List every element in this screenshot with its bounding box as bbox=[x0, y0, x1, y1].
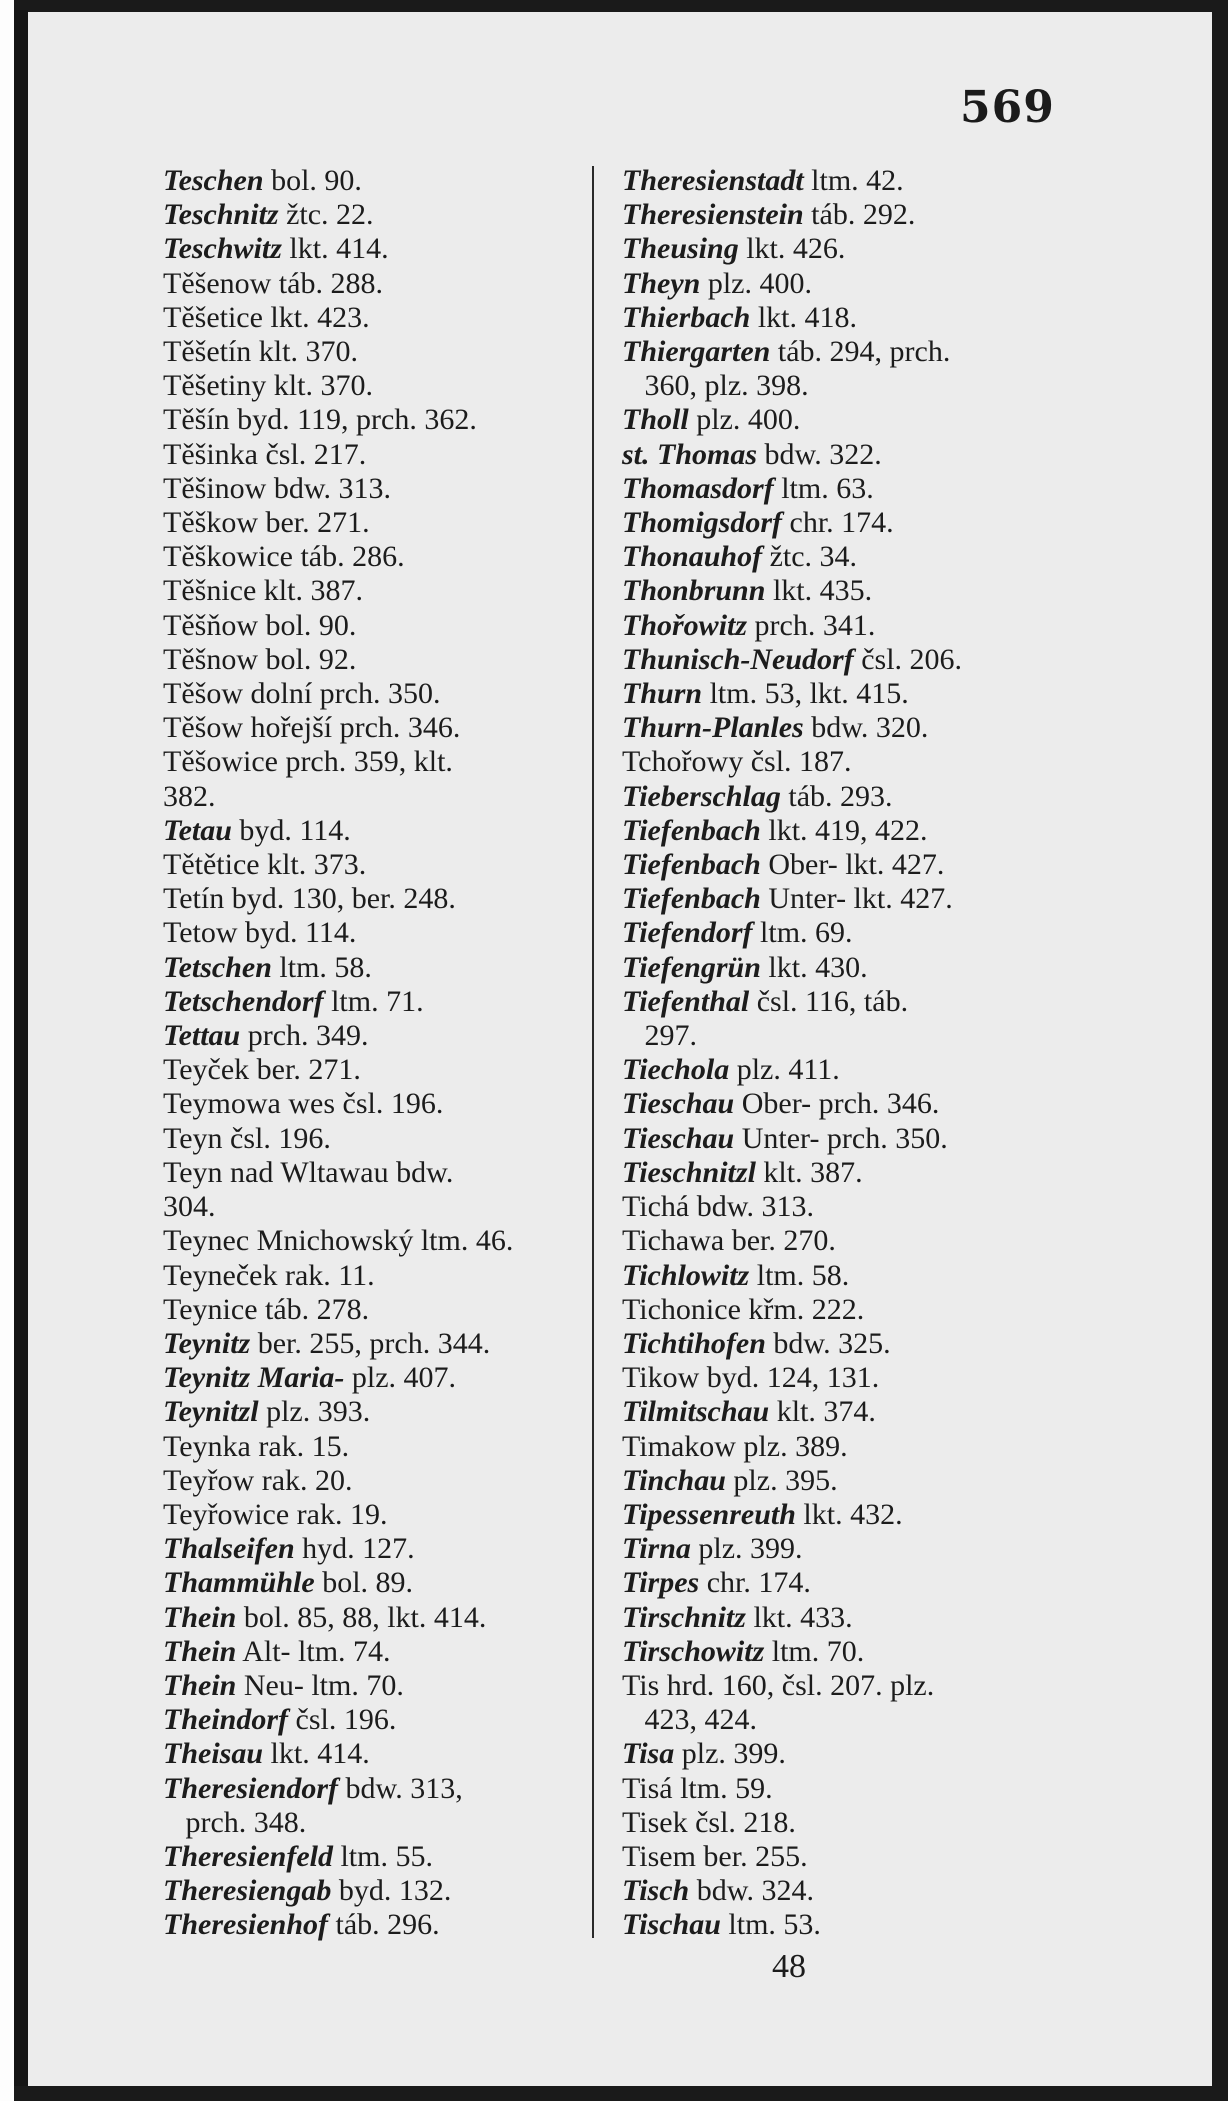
entry-headword: Thein bbox=[163, 1668, 237, 1702]
index-entry bbox=[163, 301, 593, 335]
entry-headword: Theresiengab bbox=[163, 1874, 332, 1908]
entry-reference: Tisek čsl. 218. bbox=[622, 1805, 796, 1839]
entry-reference: plz. 400. bbox=[700, 266, 812, 300]
index-entry bbox=[163, 1840, 593, 1874]
index-entry bbox=[163, 164, 593, 198]
entry-reference: Těšowice prch. 359, klt. 382. bbox=[163, 745, 453, 813]
index-entry bbox=[163, 574, 593, 608]
index-entry bbox=[622, 780, 1062, 814]
entry-reference: ltm. 55. bbox=[332, 1839, 433, 1873]
entry-headword: Thammühle bbox=[163, 1566, 315, 1600]
index-entry bbox=[622, 1532, 1062, 1566]
entry-reference: bol. 90. bbox=[263, 164, 362, 197]
entry-headword: Thiergarten bbox=[622, 335, 771, 369]
index-entry bbox=[163, 1156, 593, 1224]
entry-reference: Teynka rak. 15. bbox=[163, 1429, 350, 1463]
entry-headword: Teschen bbox=[163, 164, 264, 197]
index-entry bbox=[163, 472, 593, 506]
index-entry bbox=[622, 814, 1062, 848]
index-entry bbox=[622, 1087, 1062, 1121]
entry-reference: Těškowice táb. 286. bbox=[163, 540, 405, 574]
entry-headword: Tieberschlag bbox=[622, 779, 781, 813]
entry-headword: Tetau bbox=[163, 813, 232, 847]
entry-reference: Unter- prch. 350. bbox=[734, 1121, 948, 1155]
index-entry bbox=[163, 1498, 593, 1532]
entry-headword: Tieschau bbox=[622, 1121, 735, 1155]
entry-reference: lkt. 435. bbox=[765, 574, 873, 608]
entry-reference: ber. 255, prch. 344. bbox=[250, 1326, 491, 1360]
entry-reference: Tisá ltm. 59. bbox=[622, 1771, 773, 1805]
index-entry bbox=[163, 1053, 593, 1087]
entry-reference: Těšňow bol. 90. bbox=[163, 608, 357, 642]
entry-reference: plz. 407. bbox=[344, 1361, 457, 1395]
entry-reference: Teyneček rak. 11. bbox=[163, 1258, 375, 1292]
index-entry bbox=[163, 1464, 593, 1498]
index-entry bbox=[622, 1874, 1062, 1908]
entry-reference: bdw. 313, prch. 348. bbox=[185, 1771, 463, 1839]
entry-reference: prch. 349. bbox=[240, 1019, 369, 1053]
entry-headword: Thein bbox=[163, 1600, 237, 1634]
index-entry bbox=[163, 1566, 593, 1600]
entry-reference: lkt. 432. bbox=[795, 1497, 903, 1531]
index-entry bbox=[622, 506, 1062, 540]
entry-reference: plz. 399. bbox=[690, 1532, 803, 1566]
entry-reference: Tichonice křm. 222. bbox=[622, 1292, 865, 1326]
entry-reference: Těšenow táb. 288. bbox=[163, 266, 383, 300]
index-entry bbox=[163, 1361, 593, 1395]
index-entry bbox=[622, 1293, 1062, 1327]
entry-reference: bdw. 324. bbox=[689, 1874, 814, 1908]
entry-headword: Thurn bbox=[622, 677, 703, 711]
index-entry bbox=[622, 1806, 1062, 1840]
index-entry bbox=[622, 951, 1062, 985]
entry-reference: lkt. 430. bbox=[760, 950, 868, 984]
entry-headword: Thurn-Planles bbox=[622, 711, 804, 745]
entry-reference: plz. 399. bbox=[674, 1737, 786, 1771]
entry-headword: Tieschau bbox=[622, 1087, 735, 1121]
index-entry bbox=[163, 232, 593, 266]
entry-reference: klt. 387. bbox=[755, 1155, 863, 1189]
printer-signature-mark: 48 bbox=[772, 1948, 806, 1985]
index-entry bbox=[163, 1122, 593, 1156]
index-entry bbox=[163, 1327, 593, 1361]
entry-reference: lkt. 433. bbox=[745, 1600, 853, 1634]
entry-headword: Thonbrunn bbox=[622, 574, 766, 608]
entry-reference: Tetow byd. 114. bbox=[163, 916, 357, 950]
index-entry bbox=[163, 1395, 593, 1429]
entry-reference: bdw. 320. bbox=[803, 711, 929, 745]
entry-reference: byd. 114. bbox=[231, 813, 351, 847]
entry-reference: ltm. 70. bbox=[764, 1634, 865, 1668]
entry-headword: Tieschnitzl bbox=[622, 1155, 756, 1189]
index-entry bbox=[163, 1532, 593, 1566]
index-entry bbox=[163, 540, 593, 574]
entry-reference: chr. 174. bbox=[699, 1566, 811, 1600]
index-entry bbox=[163, 369, 593, 403]
entry-reference: Těšinka čsl. 217. bbox=[163, 437, 367, 471]
index-entry bbox=[622, 335, 1062, 403]
index-entry bbox=[163, 609, 593, 643]
index-entry bbox=[163, 848, 593, 882]
entry-reference: Timakow plz. 389. bbox=[622, 1429, 848, 1463]
entry-reference: Alt- ltm. 74. bbox=[236, 1634, 391, 1668]
index-entry bbox=[622, 745, 1062, 779]
index-entry bbox=[622, 1635, 1062, 1669]
entry-reference: bdw. 325. bbox=[765, 1326, 891, 1360]
index-entry bbox=[622, 403, 1062, 437]
index-entry bbox=[163, 438, 593, 472]
entry-reference: ltm. 63. bbox=[773, 471, 874, 505]
entry-reference: Těšow dolní prch. 350. bbox=[163, 677, 441, 711]
index-entry bbox=[163, 267, 593, 301]
entry-headword: Tisa bbox=[622, 1737, 675, 1771]
entry-headword: Thierbach bbox=[622, 300, 751, 334]
entry-reference: čsl. 116, táb. 297. bbox=[644, 984, 909, 1053]
index-entry bbox=[163, 951, 593, 985]
entry-reference: Teyn čsl. 196. bbox=[163, 1121, 331, 1155]
entry-reference: Tisem ber. 255. bbox=[622, 1839, 808, 1873]
index-entry bbox=[163, 745, 593, 813]
entry-headword: Tichtihofen bbox=[622, 1326, 766, 1360]
entry-reference: Těšinow bdw. 313. bbox=[163, 471, 392, 505]
index-entry bbox=[163, 1737, 593, 1771]
index-entry bbox=[622, 1464, 1062, 1498]
index-entry bbox=[622, 1053, 1062, 1087]
entry-reference: Neu- ltm. 70. bbox=[236, 1668, 404, 1702]
index-entry bbox=[163, 1669, 593, 1703]
entry-reference: plz. 395. bbox=[725, 1463, 838, 1497]
entry-reference: Těšín byd. 119, prch. 362. bbox=[163, 403, 477, 437]
entry-headword: Thomigsdorf bbox=[622, 506, 783, 540]
entry-reference: Těšetice lkt. 423. bbox=[163, 300, 370, 334]
index-entry bbox=[622, 848, 1062, 882]
entry-headword: Theyn bbox=[622, 266, 701, 300]
entry-headword: Teynitz bbox=[163, 1326, 251, 1360]
index-entry bbox=[622, 882, 1062, 916]
index-entry bbox=[622, 1498, 1062, 1532]
index-entry bbox=[622, 1224, 1062, 1258]
index-entry bbox=[163, 1087, 593, 1121]
entry-headword: Tiefendorf bbox=[622, 916, 753, 950]
index-entry bbox=[163, 814, 593, 848]
entry-headword: Theresiendorf bbox=[163, 1771, 338, 1805]
index-entry bbox=[163, 1703, 593, 1737]
entry-reference: ltm. 71. bbox=[323, 984, 424, 1018]
entry-reference: Těšetiny klt. 370. bbox=[163, 369, 373, 403]
entry-headword: Tetschen bbox=[163, 950, 272, 984]
entry-reference: Těškow ber. 271. bbox=[163, 506, 370, 540]
entry-headword: Thonauhof bbox=[622, 540, 763, 574]
entry-reference: Těšnow bol. 92. bbox=[163, 642, 357, 676]
entry-reference: lkt. 414. bbox=[263, 1737, 370, 1771]
entry-reference: Teymowa wes čsl. 196. bbox=[163, 1087, 444, 1121]
entry-headword: Tinchau bbox=[622, 1463, 726, 1497]
index-column-left bbox=[163, 164, 593, 1943]
entry-reference: bol. 89. bbox=[314, 1566, 414, 1600]
entry-headword: Tichlowitz bbox=[622, 1258, 750, 1292]
entry-reference: chr. 174. bbox=[782, 506, 894, 540]
entry-reference: Tichawa ber. 270. bbox=[622, 1224, 836, 1258]
index-entry bbox=[622, 232, 1062, 266]
index-entry bbox=[622, 1772, 1062, 1806]
index-entry bbox=[622, 1840, 1062, 1874]
entry-reference: čsl. 206. bbox=[853, 642, 963, 676]
entry-headword: Tischau bbox=[622, 1908, 721, 1942]
index-entry bbox=[163, 198, 593, 232]
scan-border-top bbox=[14, 0, 1228, 12]
entry-headword: Tiefenbach bbox=[622, 882, 761, 916]
entry-reference: Těšetín klt. 370. bbox=[163, 335, 358, 369]
index-entry bbox=[163, 1293, 593, 1327]
entry-reference: Tchořowy čsl. 187. bbox=[622, 745, 852, 779]
entry-headword: Tilmitschau bbox=[622, 1395, 770, 1429]
entry-headword: Teschwitz bbox=[163, 232, 282, 266]
index-entry bbox=[622, 1190, 1062, 1224]
entry-reference: bdw. 322. bbox=[757, 437, 882, 471]
entry-reference: lkt. 418. bbox=[750, 300, 858, 334]
entry-headword: Tirna bbox=[622, 1532, 691, 1566]
index-entry bbox=[622, 1601, 1062, 1635]
entry-reference: Teynec Mnichowský ltm. 46. bbox=[163, 1224, 514, 1258]
entry-reference: plz. 393. bbox=[258, 1395, 371, 1429]
entry-headword: Theusing bbox=[622, 232, 739, 266]
entry-reference: Teyn nad Wltawau bdw. 304. bbox=[163, 1155, 454, 1224]
entry-headword: Theindorf bbox=[163, 1703, 289, 1737]
entry-reference: ltm. 69. bbox=[752, 916, 853, 950]
index-entry bbox=[163, 711, 593, 745]
entry-reference: lkt. 414. bbox=[281, 232, 389, 266]
entry-reference: Ober- lkt. 427. bbox=[760, 848, 945, 882]
entry-reference: Teyček ber. 271. bbox=[163, 1053, 361, 1087]
entry-reference: Těšow hořejší prch. 346. bbox=[163, 711, 461, 745]
index-entry bbox=[622, 609, 1062, 643]
entry-headword: Tholl bbox=[622, 403, 689, 437]
index-entry bbox=[622, 1156, 1062, 1190]
index-entry bbox=[622, 1327, 1062, 1361]
entry-reference: klt. 374. bbox=[769, 1395, 876, 1429]
page-number: 569 bbox=[960, 82, 1055, 133]
index-entry bbox=[622, 1669, 1062, 1737]
entry-headword: Teynitzl bbox=[163, 1395, 259, 1429]
index-entry bbox=[163, 1224, 593, 1258]
entry-headword: Teynitz Maria- bbox=[163, 1361, 345, 1395]
index-entry bbox=[163, 403, 593, 437]
entry-headword: Tipessenreuth bbox=[622, 1497, 796, 1531]
index-entry bbox=[622, 472, 1062, 506]
entry-reference: táb. 296. bbox=[328, 1908, 440, 1942]
index-entry bbox=[622, 438, 1062, 472]
entry-headword: Tiefenbach bbox=[622, 813, 761, 847]
index-entry bbox=[622, 1737, 1062, 1771]
entry-reference: Teyřowice rak. 19. bbox=[163, 1497, 388, 1531]
index-entry bbox=[622, 677, 1062, 711]
index-entry bbox=[622, 1395, 1062, 1429]
index-entry bbox=[163, 643, 593, 677]
entry-reference: Tikow byd. 124, 131. bbox=[622, 1361, 880, 1395]
index-entry bbox=[622, 916, 1062, 950]
entry-reference: lkt. 426. bbox=[738, 232, 846, 266]
index-entry bbox=[163, 1601, 593, 1635]
index-entry bbox=[622, 985, 1062, 1053]
index-entry bbox=[163, 1772, 593, 1840]
index-entry bbox=[622, 1430, 1062, 1464]
index-entry bbox=[622, 1361, 1062, 1395]
entry-reference: plz. 400. bbox=[688, 403, 801, 437]
entry-headword: Theresienstadt bbox=[622, 164, 804, 197]
entry-reference: táb. 292. bbox=[803, 198, 916, 232]
index-entry bbox=[622, 711, 1062, 745]
index-entry bbox=[622, 1122, 1062, 1156]
entry-headword: Thořowitz bbox=[622, 608, 748, 642]
entry-headword: st. Thomas bbox=[622, 437, 758, 471]
entry-reference: ltm. 53. bbox=[720, 1908, 821, 1942]
index-entry bbox=[163, 1635, 593, 1669]
entry-reference: čsl. 196. bbox=[288, 1703, 397, 1737]
entry-reference: táb. 294, prch. 360, plz. 398. bbox=[644, 335, 951, 403]
entry-reference: Unter- lkt. 427. bbox=[760, 882, 953, 916]
index-entry bbox=[163, 1430, 593, 1464]
entry-headword: Theresienhof bbox=[163, 1908, 328, 1942]
index-entry bbox=[622, 1908, 1062, 1942]
entry-reference: ltm. 53, lkt. 415. bbox=[702, 677, 909, 711]
index-entry bbox=[163, 677, 593, 711]
entry-reference: bol. 85, 88, lkt. 414. bbox=[236, 1600, 487, 1634]
entry-reference: Tetín byd. 130, ber. 248. bbox=[163, 882, 456, 916]
entry-headword: Theresienstein bbox=[622, 198, 804, 232]
entry-reference: Těšnice klt. 387. bbox=[163, 574, 363, 608]
index-entry bbox=[163, 985, 593, 1019]
entry-headword: Tiefenthal bbox=[622, 984, 750, 1018]
index-entry bbox=[622, 1566, 1062, 1600]
entry-reference: byd. 132. bbox=[331, 1874, 452, 1908]
entry-reference: plz. 411. bbox=[729, 1053, 840, 1087]
entry-reference: žtc. 22. bbox=[278, 198, 374, 232]
entry-reference: ltm. 58. bbox=[271, 950, 372, 984]
scan-border-left bbox=[14, 10, 28, 2090]
index-entry bbox=[163, 916, 593, 950]
entry-reference: ltm. 42. bbox=[803, 164, 904, 197]
index-entry bbox=[163, 1259, 593, 1293]
entry-headword: Tetschendorf bbox=[163, 984, 324, 1018]
entry-headword: Tirschowitz bbox=[622, 1634, 765, 1668]
entry-headword: Tiefenbach bbox=[622, 848, 761, 882]
index-entry bbox=[622, 164, 1062, 198]
entry-headword: Tirschnitz bbox=[622, 1600, 746, 1634]
index-entry bbox=[622, 540, 1062, 574]
entry-headword: Thein bbox=[163, 1634, 237, 1668]
entry-reference: Teynice táb. 278. bbox=[163, 1292, 370, 1326]
entry-headword: Tirpes bbox=[622, 1566, 700, 1600]
entry-headword: Tiechola bbox=[622, 1053, 730, 1087]
index-entry bbox=[622, 301, 1062, 335]
index-entry bbox=[622, 267, 1062, 301]
index-entry bbox=[622, 198, 1062, 232]
entry-reference: žtc. 34. bbox=[762, 540, 858, 574]
index-entry bbox=[163, 882, 593, 916]
scan-border-right bbox=[1212, 0, 1228, 2101]
entry-headword: Theisau bbox=[163, 1737, 264, 1771]
entry-reference: Tětětice klt. 373. bbox=[163, 848, 367, 882]
entry-reference: lkt. 419, 422. bbox=[760, 813, 928, 847]
entry-headword: Thomasdorf bbox=[622, 471, 774, 505]
entry-headword: Theresienfeld bbox=[163, 1839, 333, 1873]
entry-reference: prch. 341. bbox=[747, 608, 876, 642]
entry-reference: hyd. 127. bbox=[294, 1532, 415, 1566]
index-entry bbox=[622, 643, 1062, 677]
entry-headword: Tiefengrün bbox=[622, 950, 761, 984]
entry-reference: Tis hrd. 160, čsl. 207. plz. 423, 424. bbox=[622, 1668, 935, 1737]
entry-reference: ltm. 58. bbox=[749, 1258, 850, 1292]
index-entry bbox=[622, 574, 1062, 608]
entry-headword: Thalseifen bbox=[163, 1532, 295, 1566]
entry-headword: Tisch bbox=[622, 1874, 690, 1908]
index-entry bbox=[163, 1908, 593, 1942]
index-entry bbox=[163, 335, 593, 369]
entry-headword: Teschnitz bbox=[163, 198, 279, 232]
entry-reference: Ober- prch. 346. bbox=[734, 1087, 940, 1121]
column-divider bbox=[592, 166, 594, 1938]
scan-border-bottom bbox=[14, 2086, 1228, 2101]
entry-reference: Teyřow rak. 20. bbox=[163, 1463, 353, 1497]
index-entry bbox=[163, 1019, 593, 1053]
entry-headword: Thunisch-Neudorf bbox=[622, 642, 854, 676]
index-entry bbox=[622, 1259, 1062, 1293]
index-entry bbox=[163, 506, 593, 540]
entry-reference: táb. 293. bbox=[780, 779, 893, 813]
entry-reference: Tichá bdw. 313. bbox=[622, 1190, 814, 1224]
index-entry bbox=[163, 1874, 593, 1908]
index-column-right bbox=[622, 164, 1062, 1943]
entry-headword: Tettau bbox=[163, 1019, 241, 1053]
